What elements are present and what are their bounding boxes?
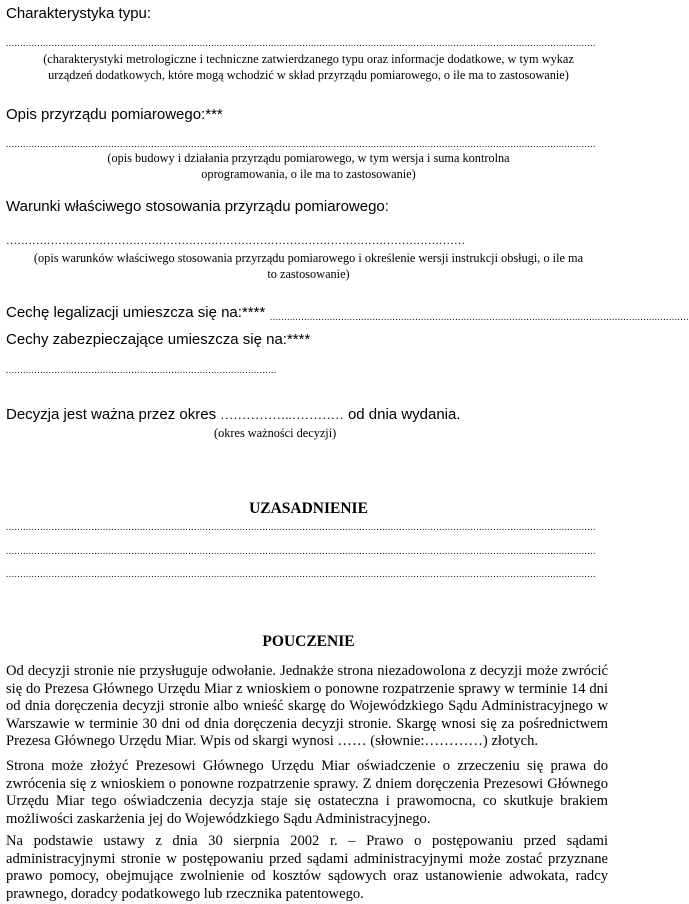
instruction-paragraph-1: Od decyzji stronie nie przysługuje odwołanie. Jednakże strona niezadowolona z decyzji może zwrócić się do Prezesa Głównego Urzędu Miar z wnioskiem o ponowne rozpatrzenie sprawy w terminie 14 dni od dnia doręczenia decyzji stronie albo wnieść skargę do Wojewódzkiego Sądu Administracyjnego w Warszawie w terminie 30 dni od dnia doręczenia decyzji stronie. Skargę wnosi się za pośrednictwem Prezesa Głównego Urzędu Miar. Wpis od skargi wynosi …… (słownie:…………) złotych.	[6, 663, 608, 749]
validity-line	[6, 406, 461, 423]
validity-text-before: Decyzja jest ważna przez okres	[6, 406, 217, 423]
description-note-line2: oprogramowania, o ile ma to zastosowanie)	[201, 167, 416, 181]
instruction-heading: POUCZENIE	[262, 633, 355, 650]
justification-dotted-line-1: ...............................................................................................................................................................................................................	[6, 522, 596, 532]
validity-text-after: od dnia wydania.	[347, 406, 461, 423]
conditions-dotted-line: ……………………………………………………………………………………………………………	[6, 235, 466, 247]
description-note-line1: (opis budowy i działania przyrządu pomiarowego, w tym wersja i suma kontrolna	[107, 151, 510, 165]
security-dotted-line: ...............................................................................................	[6, 365, 277, 375]
conditions-note-line1: (opis warunków właściwego stosowania przyrządu pomiarowego i określenie wersji instrukcji obsługi, o ile ma	[33, 251, 584, 265]
characteristics-note-line1: (charakterystyki metrologiczne i techniczne zatwierdzanego typu oraz informacje dodatkowe, w tym wykaz	[43, 52, 574, 66]
security-label: Cechy zabezpieczające umieszcza się na:****	[6, 331, 311, 348]
characteristics-note-line2: urządzeń dodatkowych, które mogą wchodzić w skład przyrządu pomiarowego, o ile ma to zastosowanie)	[48, 68, 569, 82]
conditions-note-line2: to zastosowanie)	[267, 267, 350, 281]
characteristics-dotted-line: ...............................................................................................................................................................................................................	[6, 38, 596, 48]
description-dotted-line: ...............................................................................................................................................................................................................	[6, 139, 596, 149]
justification-heading: UZASADNIENIE	[249, 500, 368, 517]
conditions-label: Warunki właściwego stosowania przyrządu pomiarowego:	[6, 198, 389, 215]
description-label: Opis przyrządu pomiarowego:***	[6, 106, 223, 123]
validity-note: (okres ważności decyzji)	[214, 426, 337, 440]
legalization-dotted-line: ...................................................................................................................................................	[270, 312, 689, 322]
characteristics-label: Charakterystyka typu:	[6, 5, 152, 22]
legalization-label: Cechę legalizacji umieszcza się na:****	[6, 304, 266, 321]
instruction-paragraph-2: Strona może złożyć Prezesowi Głównego Urzędu Miar oświadczenie o zrzeczeniu się prawa do zwrócenia się z wnioskiem o ponowne rozpatrzenie sprawy. Z dniem doręczenia Prezesowi Głównego Urzędu Miar tego oświadczenia decyzja staje się ostateczna i prawomocna, co skutkuje brakiem możliwości zaskarżenia jej do Wojewódzkiego Sądu Administracyjnego.	[6, 758, 608, 827]
instruction-paragraph-3: Na podstawie ustawy z dnia 30 sierpnia 2002 r. – Prawo o postępowaniu przed sądami administracyjnymi stronie w postępowaniu przed sądami administracyjnymi może zostać przyznane prawo pomocy, obejmujące zwolnienie od kosztów sądowych oraz ustanowienie adwokata, radcy prawnego, doradcy podatkowego lub rzecznika patentowego.	[6, 833, 608, 902]
justification-dotted-line-3: ...............................................................................................................................................................................................................	[6, 569, 596, 579]
justification-dotted-line-2: ...............................................................................................................................................................................................................	[6, 546, 596, 556]
validity-dotted-field: ……………..…………	[220, 407, 344, 422]
